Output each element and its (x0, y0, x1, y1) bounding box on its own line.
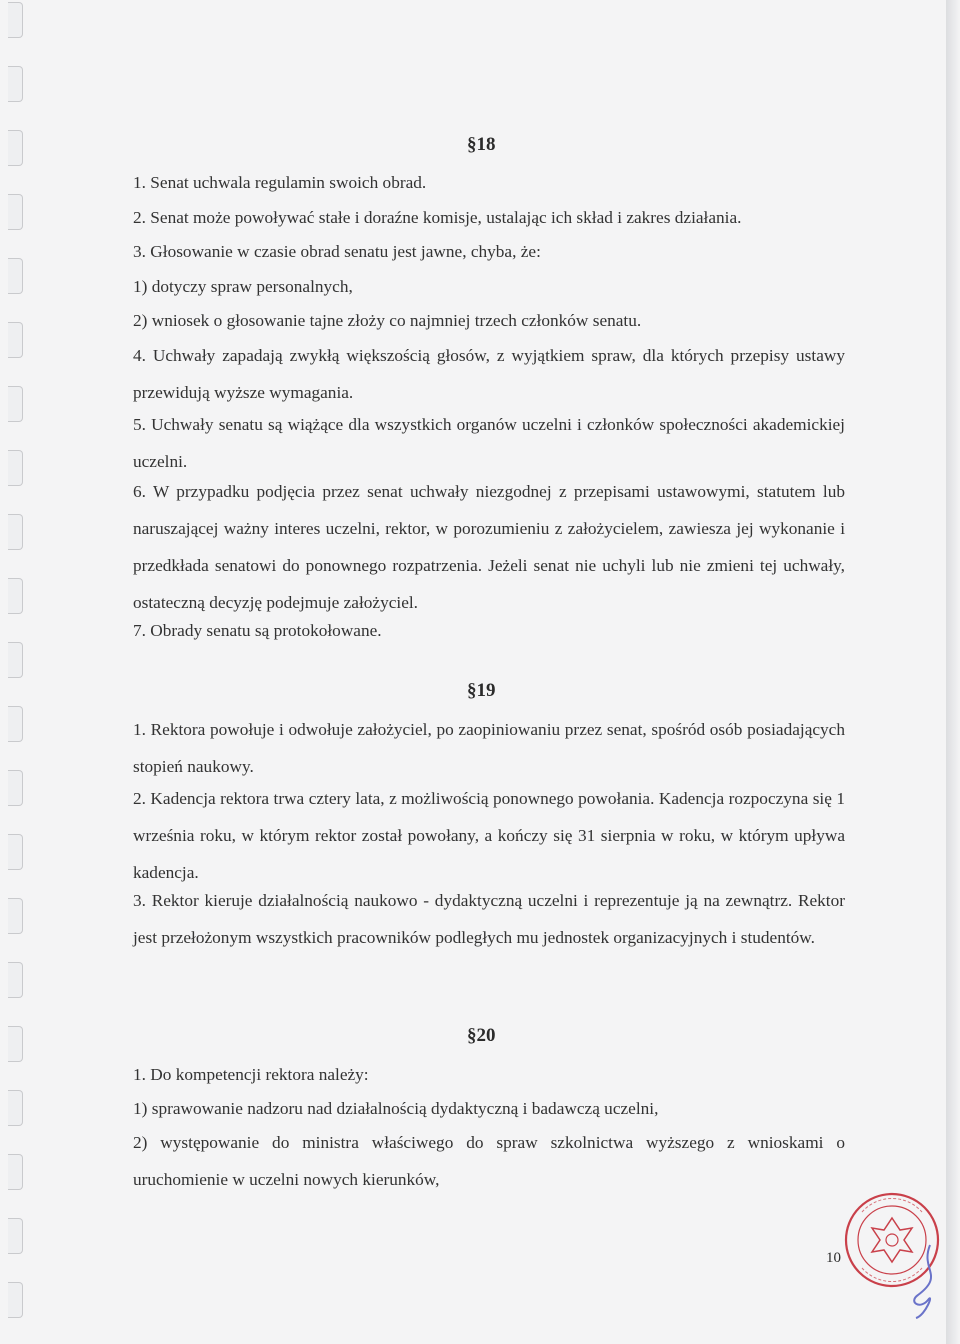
paragraph: 3. Rektor kieruje działalnością naukowo - dydaktyczną uczelni i reprezentuje ją na zewnątrz. Rektor jest przełożonym wszystkich pracowników podległych mu jednostek organizacyjnych i studentów. (133, 891, 845, 947)
binding-hole (8, 706, 23, 742)
paragraph: 1) dotyczy spraw personalnych, (133, 277, 353, 296)
binding-hole (8, 1154, 23, 1190)
binding-hole (8, 2, 23, 38)
binding-hole (8, 898, 23, 934)
binding-hole (8, 258, 23, 294)
paragraph: 1) sprawowanie nadzoru nad działalnością dydaktyczną i badawczą uczelni, (133, 1099, 659, 1118)
binding-hole (8, 1282, 23, 1318)
paragraph: 2. Kadencja rektora trwa cztery lata, z możliwością ponownego powołania. Kadencja rozpoczyna się 1 września roku, w którym rektor został powołany, a kończy się 31 sierpnia w roku, w którym upływa kadencja. (133, 789, 845, 882)
binding-hole (8, 770, 23, 806)
section-heading-19: §19 (467, 680, 496, 701)
section-heading-20: §20 (467, 1025, 496, 1046)
binding-hole (8, 194, 23, 230)
binding-hole (8, 834, 23, 870)
binding-hole (8, 1026, 23, 1062)
paragraph: 1. Senat uchwala regulamin swoich obrad. (133, 173, 427, 192)
binding-holes (0, 0, 40, 1344)
paragraph: 5. Uchwały senatu są wiążące dla wszystkich organów uczelni i członków społeczności akademickiej uczelni. (133, 415, 845, 471)
paragraph: 3. Głosowanie w czasie obrad senatu jest jawne, chyba, że: (133, 242, 541, 261)
paragraph: 2) wniosek o głosowanie tajne złoży co najmniej trzech członków senatu. (133, 311, 642, 330)
page-number: 10 (826, 1250, 841, 1266)
paragraph: 6. W przypadku podjęcia przez senat uchwały niezgodnej z przepisami ustawowymi, statutem lub naruszającej ważny interes uczelni, rektor, w porozumieniu z założycielem, zawiesza jej wykonanie i przedkłada senatowi do ponownego rozpatrzenia. Jeżeli senat nie uchyli lub nie zmieni tej uchwały, ostateczną decyzję podejmuje założyciel. (133, 482, 845, 612)
section-heading-18: §18 (467, 134, 496, 155)
binding-hole (8, 962, 23, 998)
page-edge (946, 0, 960, 1344)
binding-hole (8, 514, 23, 550)
paragraph: 1. Rektora powołuje i odwołuje założyciel, po zaopiniowaniu przez senat, spośród osób posiadających stopień naukowy. (133, 720, 845, 776)
binding-hole (8, 322, 23, 358)
binding-hole (8, 1090, 23, 1126)
paragraph: 7. Obrady senatu są protokołowane. (133, 621, 382, 640)
signature-icon (900, 1240, 950, 1320)
binding-hole (8, 450, 23, 486)
binding-hole (8, 66, 23, 102)
paragraph: 2) występowanie do ministra właściwego do spraw szkolnictwa wyższego z wnioskami o uruchomienie w uczelni nowych kierunków, (133, 1133, 845, 1189)
paragraph: 4. Uchwały zapadają zwykłą większością głosów, z wyjątkiem spraw, dla których przepisy ustawy przewidują wyższe wymagania. (133, 346, 845, 402)
paragraph: 2. Senat może powoływać stałe i doraźne komisje, ustalając ich skład i zakres działania. (133, 208, 742, 227)
binding-hole (8, 578, 23, 614)
binding-hole (8, 642, 23, 678)
binding-hole (8, 130, 23, 166)
binding-hole (8, 386, 23, 422)
paragraph: 1. Do kompetencji rektora należy: (133, 1065, 369, 1084)
binding-hole (8, 1218, 23, 1254)
